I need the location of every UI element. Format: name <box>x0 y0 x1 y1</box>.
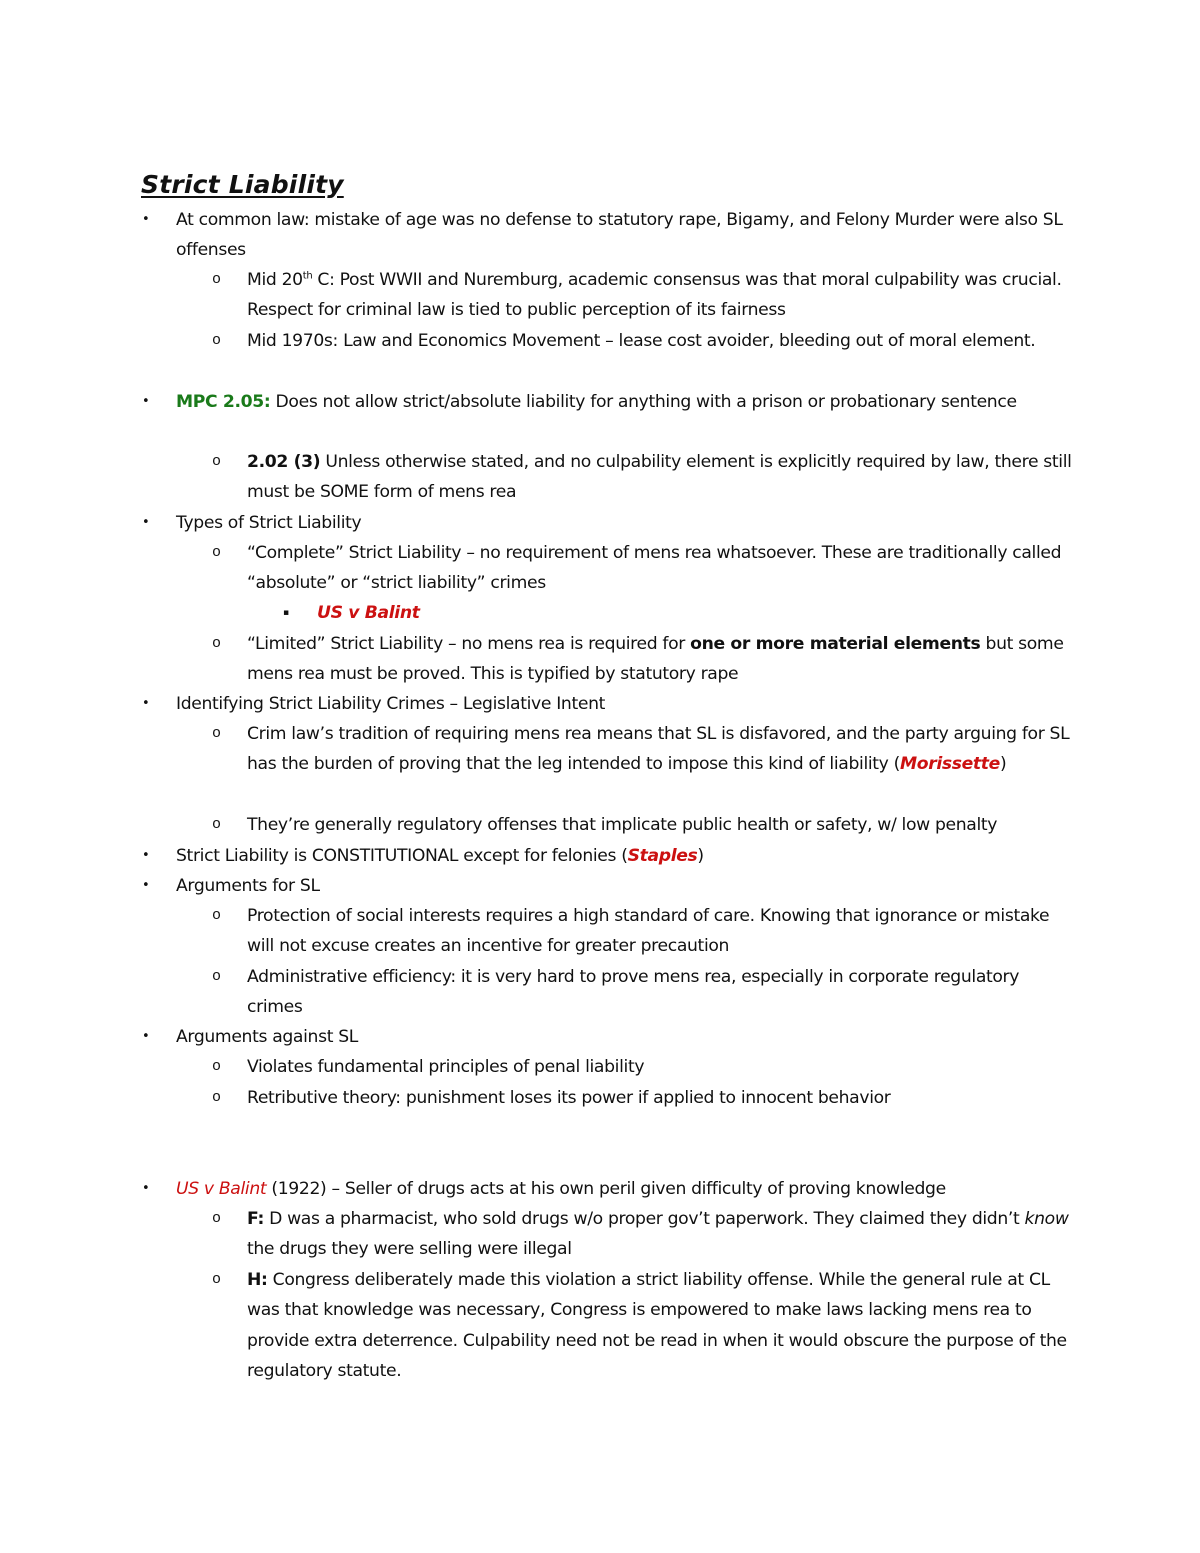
bullet-arguments-against: Arguments against SL <box>176 1027 358 1047</box>
sub-bullet-marker: o <box>212 1210 222 1227</box>
page-title: Strict Liability <box>141 170 344 199</box>
sub-bullet-marker: o <box>212 725 222 742</box>
sub-bullet-202-3: 2.02 (3) Unless otherwise stated, and no culpability element is explicitly required by law, there still must be SOME form of mens rea <box>247 452 1072 503</box>
sub-bullet-1970s: Mid 1970s: Law and Economics Movement – lease cost avoider, bleeding out of moral element. <box>247 331 1036 351</box>
bullet-constitutional: Strict Liability is CONSTITUTIONAL except for felonies (Staples) <box>176 846 704 866</box>
sub-bullet-limited-sl: “Limited” Strict Liability – no mens rea is required for one or more material elements but some mens rea must be proved. This is typified by statutory rape <box>247 634 1064 685</box>
sub-bullet-marker: o <box>212 271 222 288</box>
sub-bullet-marker: o <box>212 1058 222 1075</box>
bullet-arguments-for: Arguments for SL <box>176 876 320 896</box>
sub-bullet-admin-efficiency: Administrative efficiency: it is very hard to prove mens rea, especially in corporate regulatory crimes <box>247 967 1020 1018</box>
bullet-mpc-205: MPC 2.05: Does not allow strict/absolute liability for anything with a prison or probationary sentence <box>176 392 1017 412</box>
sub-bullet-complete-sl: “Complete” Strict Liability – no requirement of mens rea whatsoever. These are traditionally called “absolute” or “strict liability” crimes <box>247 543 1062 594</box>
sub-bullet-marker: o <box>212 1271 222 1288</box>
bullet-marker: • <box>142 848 150 863</box>
sub-bullet-marker: o <box>212 968 222 985</box>
bullet-us-v-balint: US v Balint (1922) – Seller of drugs acts at his own peril given difficulty of proving knowledge <box>176 1179 946 1199</box>
sub-bullet-marker: o <box>212 816 222 833</box>
sub-bullet-facts: F: D was a pharmacist, who sold drugs w/o proper gov’t paperwork. They claimed they didn’t know the drugs they were selling were illegal <box>247 1209 1069 1260</box>
sub-bullet-retributive: Retributive theory: punishment loses its power if applied to innocent behavior <box>247 1088 891 1108</box>
sub-bullet-violates-principles: Violates fundamental principles of penal liability <box>247 1057 645 1077</box>
sub-bullet-crim-law-tradition: Crim law’s tradition of requiring mens rea means that SL is disfavored, and the party arguing for SL has the burden of proving that the leg intended to impose this kind of liability (Morissette) <box>247 724 1070 775</box>
case-us-v-balint-link: US v Balint <box>317 603 420 623</box>
sub-bullet-marker: o <box>212 453 222 470</box>
sub-bullet-marker: o <box>212 907 222 924</box>
sub-sub-bullet-marker: ▪ <box>283 608 290 618</box>
sub-bullet-social-interests: Protection of social interests requires a high standard of care. Knowing that ignorance or mistake will not excuse creates an incentive for greater precaution <box>247 906 1050 957</box>
bullet-marker: • <box>142 212 150 227</box>
bullet-types: Types of Strict Liability <box>176 513 362 533</box>
bullet-marker: • <box>142 1029 150 1044</box>
sub-bullet-mid-20th: Mid 20th C: Post WWII and Nuremburg, academic consensus was that moral culpability was crucial. Respect for criminal law is tied to public perception of its fairness <box>247 270 1062 321</box>
bullet-marker: • <box>142 515 150 530</box>
bullet-common-law: At common law: mistake of age was no defense to statutory rape, Bigamy, and Felony Murder were also SL offenses <box>176 210 1063 261</box>
bullet-identifying: Identifying Strict Liability Crimes – Legislative Intent <box>176 694 606 714</box>
sub-bullet-regulatory-offenses: They’re generally regulatory offenses that implicate public health or safety, w/ low penalty <box>247 815 998 835</box>
sub-bullet-marker: o <box>212 1089 222 1106</box>
bullet-marker: • <box>142 878 150 893</box>
sub-bullet-marker: o <box>212 635 222 652</box>
sub-bullet-holding: H: Congress deliberately made this violation a strict liability offense. While the general rule at CL was that knowledge was necessary, Congress is empowered to make laws lacking mens rea to provide extra deterrence. Culpability need not be read in when it would obscure the purpose of the regulatory statute. <box>247 1270 1067 1381</box>
bullet-marker: • <box>142 1181 150 1196</box>
sub-bullet-marker: o <box>212 332 222 349</box>
bullet-marker: • <box>142 394 150 409</box>
bullet-marker: • <box>142 696 150 711</box>
sub-bullet-marker: o <box>212 544 222 561</box>
